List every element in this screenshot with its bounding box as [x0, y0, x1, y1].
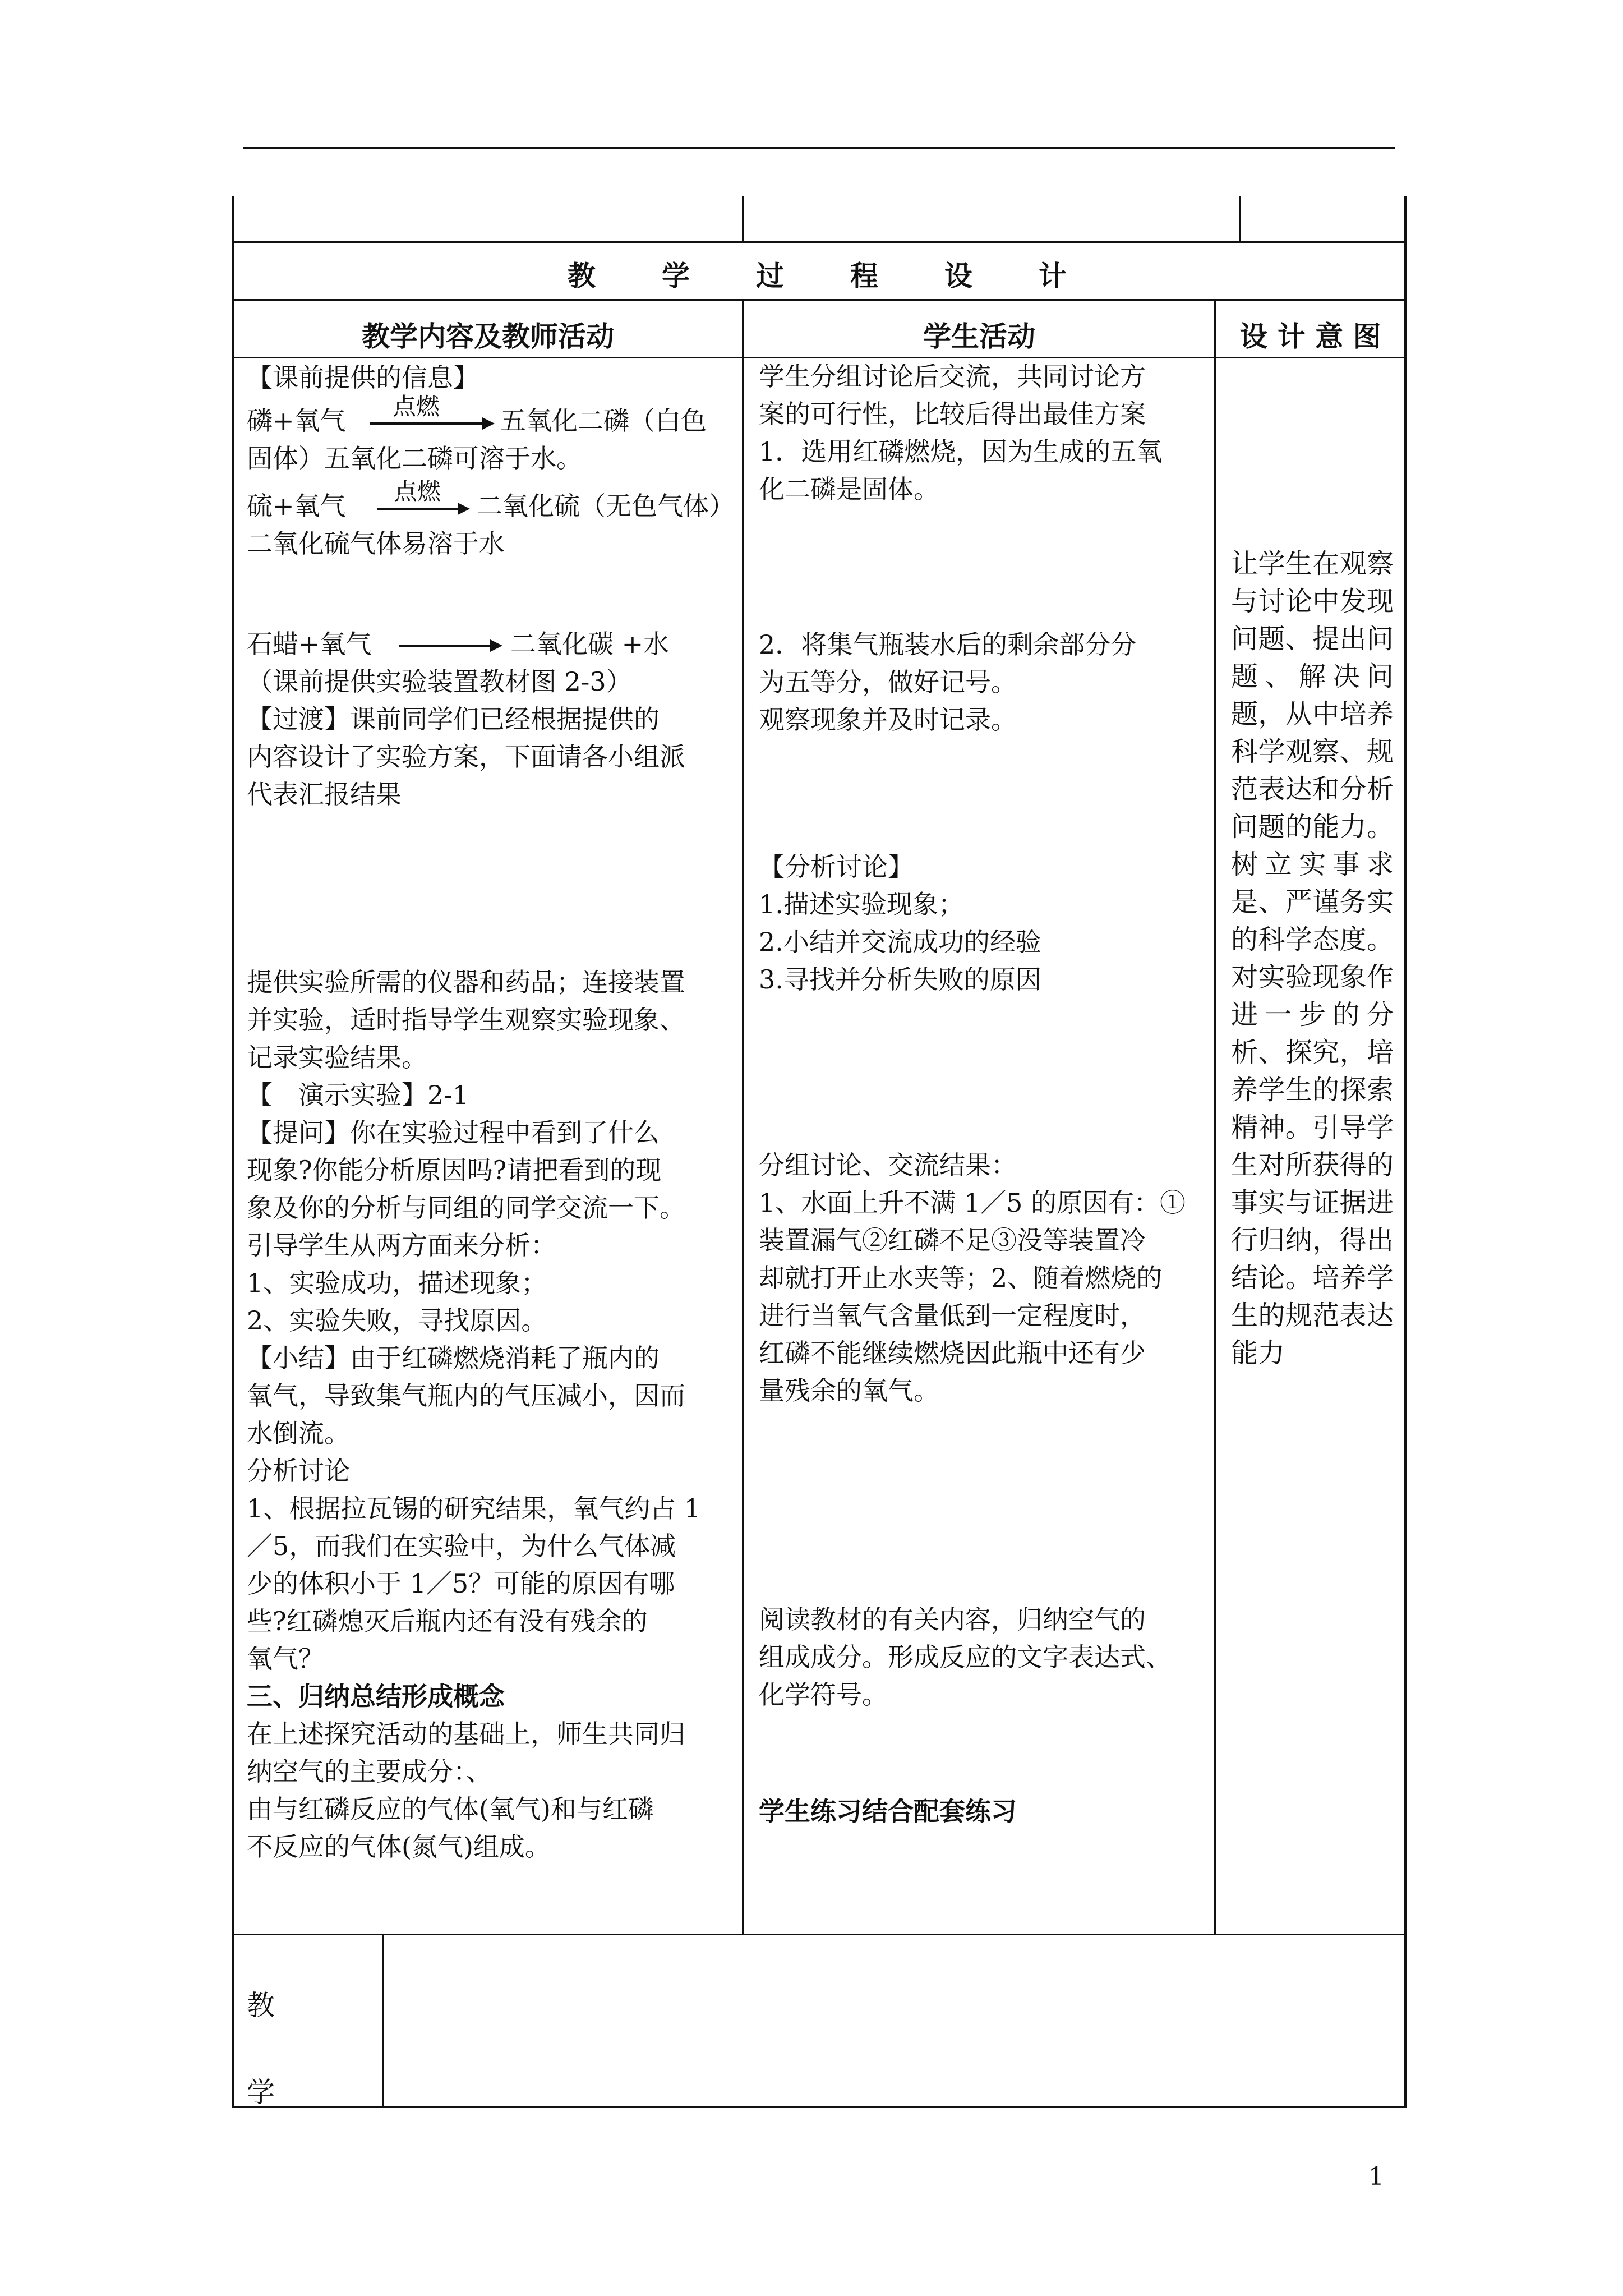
text-line: 阅读教材的有关内容，归纳空气的 — [759, 1604, 1146, 1635]
text-line: 案的可行性，比较后得出最佳方案 — [759, 399, 1146, 429]
text-line: 化二磷是固体。 — [759, 474, 939, 504]
student-column-block-5 — [759, 1601, 1213, 1714]
text-line: 进行当氧气含量低到一定程度时， — [759, 1300, 1146, 1331]
text-line: 【 演示实验】2-1 — [247, 1080, 469, 1110]
table-title: 教 学 过 程 设 计 — [568, 260, 1070, 292]
header-student-activity: 学生活动 — [923, 320, 1035, 353]
text-line: 【分析讨论】 — [759, 852, 914, 882]
reflection-divider — [382, 1934, 384, 2108]
transition-paragraph — [247, 701, 740, 813]
text-line: 内容设计了实验方案，下面请各小组派 — [247, 742, 685, 772]
text-line: 3.寻找并分析失败的原因 — [759, 964, 1041, 995]
text-line: 并实验，适时指导学生观察实验现象、 — [247, 1005, 685, 1035]
text-line: 现象?你能分析原因吗?请把看到的现 — [247, 1155, 662, 1185]
text-line: 纳空气的主要成分：、 — [247, 1756, 492, 1787]
student-column-block-4 — [759, 1147, 1213, 1410]
reflection-label-char-2: 学 — [247, 2076, 275, 2109]
text-line: 却就打开止水夹等；2、随着燃烧的 — [759, 1263, 1163, 1293]
text-line: 2．将集气瓶装水后的剩余部分分 — [759, 629, 1137, 660]
student-column-block-1 — [759, 358, 1213, 508]
eq1-reactants: 磷+氧气 — [247, 406, 346, 436]
table-border-left — [232, 196, 234, 2108]
col-divider-top-1 — [742, 196, 744, 242]
text-line: 少的体积小于 1／5？可能的原因有哪 — [247, 1568, 675, 1599]
text-line: 记录实验结果。 — [247, 1042, 427, 1073]
text-line: 【过渡】课前同学们已经根据提供的 — [247, 704, 660, 734]
table-rule-title-top — [232, 241, 1407, 243]
text-line: 由与红磷反应的气体(氧气)和与红磷 — [247, 1794, 654, 1824]
equation-phosphorus — [247, 393, 740, 440]
text-line: 红磷不能继续燃烧因此瓶中还有少 — [759, 1338, 1146, 1368]
text-line: 氧气，导致集气瓶内的气压减小，因而 — [247, 1381, 685, 1411]
col-divider-1 — [742, 299, 744, 1935]
text-line: 观察现象并及时记录。 — [759, 705, 1017, 735]
text-line: 代表汇报结果 — [247, 779, 402, 809]
text-line: 装置漏气②红磷不足③没等装置冷 — [759, 1225, 1146, 1255]
design-intent-text: 让学生在观察与讨论中发现问题、提出问题、解决问题，从中培养科学观察、规范表达和分析问题的能力。树立实事求是、严谨务实的科学态度。对实验现象作进一步的分析、探究，培养学生的探索精神。引导学生对所获得的事实与证据进行归纳，得出结论。培养学生的规范表达能力 — [1231, 548, 1394, 1369]
table-rule-title-bottom — [232, 299, 1407, 301]
header-design-intent: 设 计 意 图 — [1239, 320, 1381, 353]
header-teacher-activity: 教学内容及教师活动 — [362, 320, 614, 353]
eq3-note: （课前提供实验装置教材图 2-3） — [247, 666, 632, 697]
eq2-arrow — [377, 508, 468, 510]
table-rule-body-bottom — [232, 1934, 1407, 1935]
eq2-note: 二氧化硫气体易溶于水 — [247, 528, 505, 559]
student-column-block-3 — [759, 848, 1213, 999]
text-line: 1、水面上升不满 1／5 的原因有：① — [759, 1188, 1186, 1218]
text-line: 1、实验成功，描述现象； — [247, 1268, 547, 1298]
text-line: 水倒流。 — [247, 1418, 350, 1448]
text-line: 化学符号。 — [759, 1680, 888, 1710]
eq1-condition: 点燃 — [393, 393, 440, 420]
text-line: 1.描述实验现象； — [759, 889, 964, 919]
text-line: 提供实验所需的仪器和药品；连接装置 — [247, 967, 685, 997]
page-number: 1 — [1368, 2162, 1384, 2191]
eq2-products: 二氧化硫（无色气体） — [477, 491, 735, 521]
eq3-arrow — [399, 645, 500, 647]
table-border-bottom — [232, 2106, 1407, 2108]
reflection-label-char-1: 教 — [247, 1989, 275, 2022]
text-line: 1、根据拉瓦锡的研究结果，氧气约占 1 — [247, 1493, 701, 1524]
text-line: 组成成分。形成反应的文字表达式、 — [759, 1642, 1172, 1672]
text-line: 【提问】你在实验过程中看到了什么 — [247, 1117, 660, 1148]
eq1-arrow — [370, 422, 492, 425]
table-border-right — [1404, 196, 1407, 2108]
eq1-products: 五氧化二磷（白色 — [500, 406, 707, 436]
text-line: 分析讨论 — [247, 1456, 350, 1486]
text-line: 些?红磷熄灭后瓶内还有没有残余的 — [247, 1606, 648, 1636]
col-divider-2 — [1214, 299, 1216, 1935]
teacher-column — [247, 359, 740, 1866]
text-line: 学生分组讨论后交流，共同讨论方 — [759, 361, 1146, 392]
eq2-reactants: 硫+氧气 — [247, 491, 346, 521]
text-line: 象及你的分析与同组的同学交流一下。 — [247, 1193, 685, 1223]
text-line: 在上述探究活动的基础上，师生共同归 — [247, 1719, 685, 1749]
col-divider-top-2 — [1239, 196, 1241, 242]
text-line: 为五等分，做好记号。 — [759, 667, 1017, 697]
equation-sulfur — [247, 478, 740, 525]
experiment-guidance — [247, 964, 740, 1678]
eq2-condition: 点燃 — [394, 478, 441, 505]
info-title: 【课前提供的信息】 — [247, 362, 479, 393]
text-line: 引导学生从两方面来分析： — [247, 1230, 556, 1260]
eq3-products: 二氧化碳 +水 — [510, 629, 670, 659]
text-line: 1．选用红磷燃烧，因为生成的五氧 — [759, 436, 1163, 467]
text-line: 2.小结并交流成功的经验 — [759, 927, 1041, 957]
text-line: 分组讨论、交流结果： — [759, 1150, 1017, 1180]
header-rule — [243, 147, 1395, 149]
text-line: 不反应的气体(氮气)组成。 — [247, 1832, 551, 1862]
student-column-block-2 — [759, 626, 1213, 739]
text-line: ／5，而我们在实验中，为什么气体减 — [247, 1531, 676, 1561]
text-line: 2、实验失败，寻找原因。 — [247, 1305, 547, 1336]
section-3-body — [247, 1715, 740, 1866]
equation-paraffin — [247, 625, 740, 663]
eq3-reactants: 石蜡+氧气 — [247, 629, 372, 659]
student-practice: 学生练习结合配套练习 — [759, 1796, 1017, 1826]
text-line: 氧气？ — [247, 1644, 324, 1674]
text-line: 【小结】由于红磷燃烧消耗了瓶内的 — [247, 1343, 660, 1373]
text-line: 量残余的氧气。 — [759, 1375, 939, 1406]
section-3-title: 三、归纳总结形成概念 — [247, 1681, 505, 1711]
eq1-note: 固体）五氧化二磷可溶于水。 — [247, 443, 582, 473]
